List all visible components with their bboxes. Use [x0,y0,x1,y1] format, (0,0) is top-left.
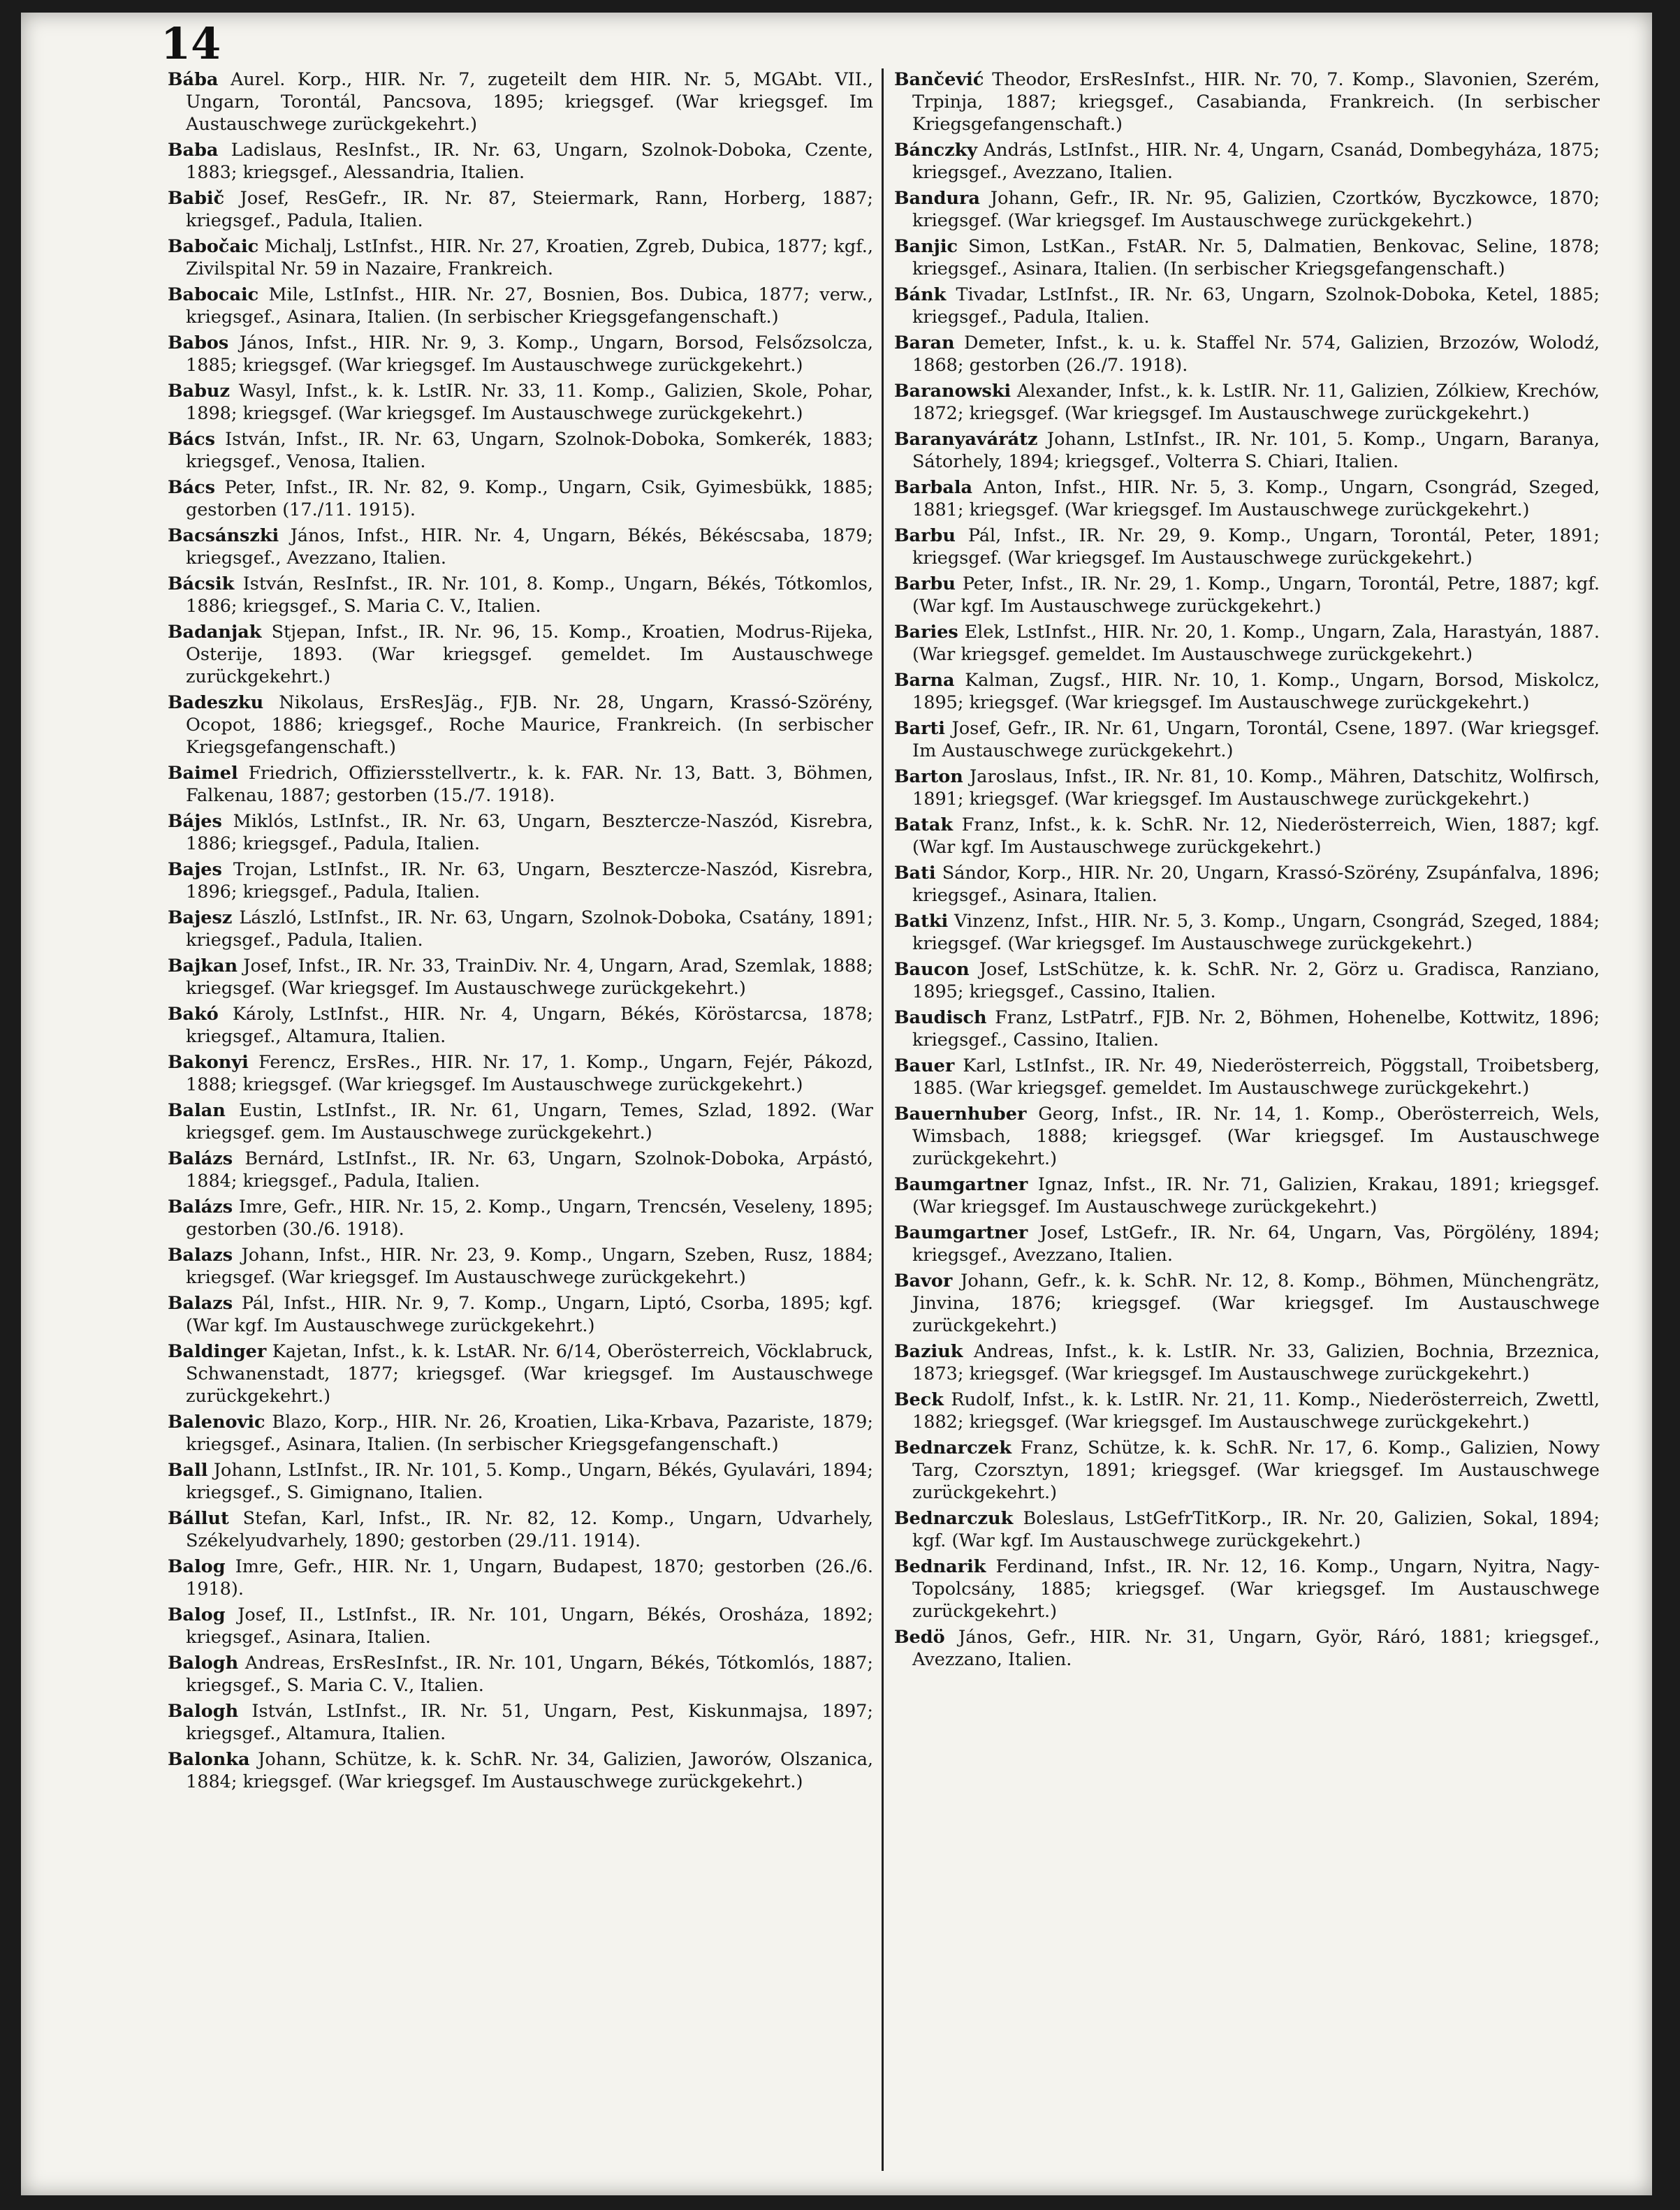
entry-details: Rudolf, Infst., k. k. LstIR. Nr. 21, 11. Komp., Niederösterreich, Zwettl, 1882; kriegsgef. (War kriegsgef. Im Austauschwege zurückgekehrt.) [912,1389,1600,1433]
entry-surname: Baumgartner [894,1222,1028,1243]
list-entry [168,1244,873,1289]
entry-surname: Barbu [894,525,956,546]
list-entry [894,1055,1600,1099]
entry-surname: Batak [894,814,954,835]
entry-surname: Bauernhuber [894,1104,1027,1125]
entry-details: János, Infst., HIR. Nr. 9, 3. Komp., Ungarn, Borsod, Felsőzsolcza, 1885; kriegsgef. (War kriegsgef. Im Austauschwege zurückgekehrt.) [186,332,874,376]
list-entry [168,1411,873,1456]
entry-surname: Balonka [168,1749,250,1770]
column-divider [882,68,884,2171]
entry-surname: Baranowski [894,381,1011,402]
list-entry [168,1700,873,1745]
list-entry [168,621,873,688]
list-entry [168,1556,873,1600]
entry-details: Anton, Infst., HIR. Nr. 5, 3. Komp., Ungarn, Csongrád, Szeged, 1881; kriegsgef. (War kriegsgef. Im Austauschwege zurückgekehrt.) [912,477,1600,520]
list-entry [168,1148,873,1192]
entry-surname: Balogh [168,1653,239,1674]
list-entry [894,910,1600,955]
entry-surname: Bauer [894,1055,955,1076]
entry-details: Josef, LstGefr., IR. Nr. 64, Ungarn, Vas, Pörgölény, 1894; kriegsgef., Avezzano, Italien. [912,1222,1600,1266]
list-entry [894,1507,1600,1552]
list-entry [168,1196,873,1241]
entry-details: Trojan, LstInfst., IR. Nr. 63, Ungarn, Besztercze-Naszód, Kisrebra, 1896; kriegsgef., Padula, Italien. [186,859,874,902]
entry-surname: Barbu [894,573,956,594]
list-entry [894,332,1600,376]
entry-surname: Bába [168,69,219,90]
list-entry [894,1556,1600,1623]
list-entry [894,958,1600,1003]
entry-details: Tivadar, LstInfst., IR. Nr. 63, Ungarn, Szolnok-Doboka, Ketel, 1885; kriegsgef., Padula, Italien. [912,284,1600,328]
list-entry [168,1292,873,1337]
entry-details: Kalman, Zugsf., HIR. Nr. 10, 1. Komp., Ungarn, Borsod, Miskolcz, 1895; kriegsgef. (War kriegsgef. Im Austauschwege zurückgekehrt.) [912,670,1600,713]
entry-details: István, LstInfst., IR. Nr. 51, Ungarn, Pest, Kiskunmajsa, 1897; kriegsgef., Altamura, Italien. [186,1701,873,1744]
list-entry [168,380,873,425]
list-entry [168,284,873,328]
entry-details: Friedrich, Offiziersstellvertr., k. k. FAR. Nr. 13, Batt. 3, Böhmen, Falkenau, 1887; gestorben (15./7. 1918). [186,763,873,806]
entry-surname: Badeszku [168,692,264,713]
list-entry [894,1270,1600,1337]
entry-details: Demeter, Infst., k. u. k. Staffel Nr. 574, Galizien, Brzozów, Wolodź, 1868; gestorben (26./7. 1918). [912,332,1600,376]
list-entry [894,476,1600,521]
list-entry [894,1222,1600,1266]
list-entry [168,1652,873,1697]
entry-details: János, Gefr., HIR. Nr. 31, Ungarn, Györ, Ráró, 1881; kriegsgef., Avezzano, Italien. [912,1627,1600,1670]
entry-surname: Balog [168,1604,226,1625]
document-page [21,13,1652,2195]
entry-surname: Baudisch [894,1007,987,1028]
list-entry [168,858,873,903]
entry-details: Alexander, Infst., k. k. LstIR. Nr. 11, Galizien, Zólkiew, Krechów, 1872; kriegsgef. (War kriegsgef. Im Austauschwege zurückgekehrt.) [912,381,1600,424]
entry-surname: Beck [894,1389,944,1410]
entry-surname: Bájes [168,811,222,832]
entry-details: Josef, II., LstInfst., IR. Nr. 101, Ungarn, Békés, Orosháza, 1892; kriegsgef., Asinara, Italien. [186,1604,873,1648]
entry-surname: Baranyavárátz [894,429,1038,450]
list-entry [168,1099,873,1144]
list-entry [894,1626,1600,1671]
list-entry [894,669,1600,714]
entry-details: Johann, Schütze, k. k. SchR. Nr. 34, Galizien, Jaworów, Olszanica, 1884; kriegsgef. (War kriegsgef. Im Austauschwege zurückgekehrt.) [186,1749,873,1792]
entry-details: Pál, Infst., IR. Nr. 29, 9. Komp., Ungarn, Torontál, Peter, 1891; kriegsgef. (War kriegsgef. Im Austauschwege zurückgekehrt.) [912,525,1600,569]
list-entry [894,284,1600,328]
entry-surname: Baba [168,140,219,161]
list-entry [168,235,873,280]
entry-surname: Bánczky [894,140,978,161]
entry-surname: Bakonyi [168,1052,249,1073]
entry-surname: Barbala [894,477,973,498]
list-entry [894,814,1600,858]
entry-surname: Barna [894,670,955,691]
entry-surname: Baldinger [168,1341,267,1362]
list-entry [894,68,1600,136]
list-entry [168,810,873,855]
entry-surname: Bács [168,429,215,450]
list-entry [894,1340,1600,1385]
list-entry [168,187,873,232]
list-entry [894,380,1600,425]
entry-surname: Bánk [894,284,947,305]
entry-details: Károly, LstInfst., HIR. Nr. 4, Ungarn, Békés, Köröstarcsa, 1878; kriegsgef., Altamura, Italien. [186,1004,873,1047]
entry-surname: Balázs [168,1148,233,1169]
entry-details: István, Infst., IR. Nr. 63, Ungarn, Szolnok-Doboka, Somkerék, 1883; kriegsgef., Venosa, Italien. [186,429,873,472]
list-entry [894,717,1600,762]
entry-details: Sándor, Korp., HIR. Nr. 20, Ungarn, Krassó-Szörény, Zsupánfalva, 1896; kriegsgef., Asinara, Italien. [912,863,1600,906]
list-entry [168,1459,873,1504]
list-entry [894,573,1600,617]
entry-surname: Balan [168,1100,226,1121]
list-entry [894,621,1600,666]
entry-details: Elek, LstInfst., HIR. Nr. 20, 1. Komp., Ungarn, Zala, Harastyán, 1887. (War kriegsgef. gemeldet. Im Austauschwege zurückgekehrt.) [912,622,1600,665]
entry-surname: Baimel [168,763,238,784]
list-entry [168,955,873,1000]
list-entry [168,1748,873,1793]
entry-surname: Baumgartner [894,1174,1028,1195]
list-entry [894,1437,1600,1504]
entry-surname: Babič [168,188,225,209]
list-entry [168,139,873,184]
left-column [168,68,873,1796]
list-entry [894,235,1600,280]
entry-surname: Bállut [168,1508,229,1529]
entry-surname: Balazs [168,1245,233,1266]
list-entry [168,476,873,521]
entry-details: Boleslaus, LstGefrTitKorp., IR. Nr. 20, Galizien, Sokal, 1894; kgf. (War kgf. Im Austauschwege zurückgekehrt.) [912,1508,1600,1551]
entry-details: Johann, LstInfst., IR. Nr. 101, 5. Komp., Ungarn, Baranya, Sátorhely, 1894; kriegsgef., Volterra S. Chiari, Italien. [912,429,1600,472]
entry-surname: Baries [894,622,958,643]
entry-surname: Bednarczek [894,1437,1012,1458]
list-entry [168,68,873,136]
entry-surname: Bakó [168,1004,219,1025]
entry-surname: Bednarik [894,1556,986,1577]
list-entry [894,187,1600,232]
entry-details: Stefan, Karl, Infst., IR. Nr. 82, 12. Komp., Ungarn, Udvarhely, Székelyudvarhely, 1890; gestorben (29./11. 1914). [186,1508,874,1551]
entry-details: Miklós, LstInfst., IR. Nr. 63, Ungarn, Besztercze-Naszód, Kisrebra, 1886; kriegsgef., Padula, Italien. [186,811,873,854]
list-entry [168,762,873,807]
list-entry [894,766,1600,810]
right-column [894,68,1600,1674]
list-entry [168,332,873,376]
entry-details: Stjepan, Infst., IR. Nr. 96, 15. Komp., Kroatien, Modrus-Rijeka, Osterije, 1893. (War kriegsgef. gemeldet. Im Austauschwege zurückgekehrt.) [186,622,873,687]
list-entry [168,1051,873,1096]
entry-surname: Babuz [168,381,230,402]
entry-details: Kajetan, Infst., k. k. LstAR. Nr. 6/14, Oberösterreich, Vöcklabruck, Schwanenstadt, 1877; kriegsgef. (War kriegsgef. Im Austauschwege zurückgekehrt.) [186,1341,873,1407]
entry-surname: Baran [894,332,955,353]
entry-details: Imre, Gefr., HIR. Nr. 15, 2. Komp., Ungarn, Trencsén, Veseleny, 1895; gestorben (30./6. 1918). [186,1197,873,1240]
entry-details: Johann, LstInfst., IR. Nr. 101, 5. Komp., Ungarn, Békés, Gyulavári, 1894; kriegsgef., S. Gimignano, Italien. [186,1460,873,1503]
entry-surname: Bedö [894,1627,945,1648]
entry-surname: Barton [894,766,963,787]
list-entry [168,1340,873,1407]
entry-details: Georg, Infst., IR. Nr. 14, 1. Komp., Oberösterreich, Wels, Wimsbach, 1888; kriegsgef. (War kriegsgef. Im Austauschwege zurückgekehrt.) [912,1104,1600,1169]
list-entry [894,862,1600,907]
entry-surname: Bati [894,863,936,884]
entry-details: Karl, LstInfst., IR. Nr. 49, Niederösterreich, Pöggstall, Troibetsberg, 1885. (War kriegsgef. gemeldet. Im Austauschwege zurückgekehrt.) [912,1055,1600,1099]
list-entry [894,1007,1600,1051]
entry-surname: Batki [894,911,949,932]
entry-details: Peter, Infst., IR. Nr. 29, 1. Komp., Ungarn, Torontál, Petre, 1887; kgf. (War kgf. Im Austauschwege zurückgekehrt.) [912,573,1600,617]
entry-details: Peter, Infst., IR. Nr. 82, 9. Komp., Ungarn, Csik, Gyimesbükk, 1885; gestorben (17./11. 1915). [186,477,873,520]
entry-details: András, LstInfst., HIR. Nr. 4, Ungarn, Csanád, Dombegyháza, 1875; kriegsgef., Avezzano, Italien. [912,140,1600,183]
entry-details: Wasyl, Infst., k. k. LstIR. Nr. 33, 11. Komp., Galizien, Skole, Pohar, 1898; kriegsgef. (War kriegsgef. Im Austauschwege zurückgekehrt.) [186,381,874,424]
entry-surname: Bacsánszki [168,525,279,546]
entry-surname: Balázs [168,1197,233,1217]
entry-details: Franz, Schütze, k. k. SchR. Nr. 17, 6. Komp., Galizien, Nowy Targ, Czorsztyn, 1891; kriegsgef. (War kriegsgef. Im Austauschwege zurückgekehrt.) [912,1437,1600,1503]
entry-details: Pál, Infst., HIR. Nr. 9, 7. Komp., Ungarn, Liptó, Csorba, 1895; kgf. (War kgf. Im Austauschwege zurückgekehrt.) [186,1293,874,1336]
entry-surname: Barti [894,718,945,739]
entry-surname: Ball [168,1460,208,1481]
entry-details: Eustin, LstInfst., IR. Nr. 61, Ungarn, Temes, Szlad, 1892. (War kriegsgef. gem. Im Austauschwege zurückgekehrt.) [186,1100,874,1143]
list-entry [168,691,873,759]
entry-details: Simon, LstKan., FstAR. Nr. 5, Dalmatien, Benkovac, Seline, 1878; kriegsgef., Asinara, Italien. (In serbischer Kriegsgefangenschaft.) [912,236,1600,279]
entry-surname: Babos [168,332,229,353]
entry-details: Johann, Infst., HIR. Nr. 23, 9. Komp., Ungarn, Szeben, Rusz, 1884; kriegsgef. (War kriegsgef. Im Austauschwege zurückgekehrt.) [186,1245,874,1288]
entry-surname: Bács [168,477,215,498]
list-entry [894,1389,1600,1433]
entry-details: Franz, Infst., k. k. SchR. Nr. 12, Niederösterreich, Wien, 1887; kgf. (War kgf. Im Austauschwege zurückgekehrt.) [912,814,1600,858]
entry-details: Ignaz, Infst., IR. Nr. 71, Galizien, Krakau, 1891; kriegsgef. (War kriegsgef. Im Austauschwege zurückgekehrt.) [912,1174,1600,1217]
list-entry [894,428,1600,473]
entry-surname: Bavor [894,1271,953,1291]
entry-surname: Balenovic [168,1412,265,1433]
list-entry [894,139,1600,184]
entry-details: Ferdinand, Infst., IR. Nr. 12, 16. Komp., Ungarn, Nyitra, Nagy-Topolcsány, 1885; kriegsgef. (War kriegsgef. Im Austauschwege zurückgekehrt.) [912,1556,1600,1622]
entry-details: Josef, LstSchütze, k. k. SchR. Nr. 2, Görz u. Gradisca, Ranziano, 1895; kriegsgef., Cassino, Italien. [912,959,1600,1002]
entry-surname: Bácsik [168,573,235,594]
entry-details: Imre, Gefr., HIR. Nr. 1, Ungarn, Budapest, 1870; gestorben (26./6. 1918). [186,1556,873,1600]
list-entry [168,907,873,951]
entry-surname: Bajes [168,859,222,880]
list-entry [894,525,1600,569]
list-entry [894,1103,1600,1170]
entry-surname: Bajesz [168,907,233,928]
entry-details: Josef, Gefr., IR. Nr. 61, Ungarn, Torontál, Csene, 1897. (War kriegsgef. Im Austauschwege zurückgekehrt.) [912,718,1600,761]
entry-details: István, ResInfst., IR. Nr. 101, 8. Komp., Ungarn, Békés, Tótkomlos, 1886; kriegsgef., S. Maria C. V., Italien. [186,573,873,617]
entry-details: János, Infst., HIR. Nr. 4, Ungarn, Békés, Békéscsaba, 1879; kriegsgef., Avezzano, Italien. [186,525,874,569]
entry-details: Ferencz, ErsRes., HIR. Nr. 17, 1. Komp., Ungarn, Fejér, Pákozd, 1888; kriegsgef. (War kriegsgef. Im Austauschwege zurückgekehrt.) [186,1052,874,1095]
entry-surname: Bančević [894,69,984,90]
entry-surname: Babocaic [168,284,259,305]
entry-surname: Balog [168,1556,226,1577]
list-entry [168,1604,873,1648]
entry-details: Aurel. Korp., HIR. Nr. 7, zugeteilt dem HIR. Nr. 5, MGAbt. VII., Ungarn, Torontál, Pancsova, 1895; kriegsgef. (War kriegsgef. Im Austauschwege zurückgekehrt.) [186,69,873,135]
entry-details: Jaroslaus, Infst., IR. Nr. 81, 10. Komp., Mähren, Datschitz, Wolfirsch, 1891; kriegsgef. (War kriegsgef. Im Austauschwege zurückgekehrt.) [912,766,1600,810]
entry-details: Vinzenz, Infst., HIR. Nr. 5, 3. Komp., Ungarn, Csongrád, Szeged, 1884; kriegsgef. (War kriegsgef. Im Austauschwege zurückgekehrt.) [912,911,1600,954]
entry-details: Michalj, LstInfst., HIR. Nr. 27, Kroatien, Zgreb, Dubica, 1877; kgf., Zivilspital Nr. 59 in Nazaire, Frankreich. [186,236,873,279]
entry-details: Bernárd, LstInfst., IR. Nr. 63, Ungarn, Szolnok-Doboka, Arpástó, 1884; kriegsgef., Padula, Italien. [186,1148,873,1192]
entry-details: Nikolaus, ErsResJäg., FJB. Nr. 28, Ungarn, Krassó-Szörény, Ocopot, 1886; kriegsgef., Roche Maurice, Frankreich. (In serbischer Kriegsgefangenschaft.) [186,692,873,758]
entry-surname: Bajkan [168,956,238,976]
entry-details: Johann, Gefr., k. k. SchR. Nr. 12, 8. Komp., Böhmen, Münchengrätz, Jinvina, 1876; kriegsgef. (War kriegsgef. Im Austauschwege zurückgekehrt.) [912,1271,1600,1336]
entry-details: Josef, ResGefr., IR. Nr. 87, Steiermark, Rann, Horberg, 1887; kriegsgef., Padula, Italien. [186,188,873,231]
entry-surname: Badanjak [168,622,262,643]
list-entry [168,525,873,569]
list-entry [894,1173,1600,1218]
entry-details: Ladislaus, ResInfst., IR. Nr. 63, Ungarn, Szolnok-Doboka, Czente, 1883; kriegsgef., Alessandria, Italien. [186,140,873,183]
entry-surname: Baucon [894,959,970,980]
entry-surname: Bednarczuk [894,1508,1014,1529]
list-entry [168,1003,873,1048]
entry-surname: Baziuk [894,1341,963,1362]
entry-details: Theodor, ErsResInfst., HIR. Nr. 70, 7. Komp., Slavonien, Szerém, Trpinja, 1887; kriegsgef., Casabianda, Frankreich. (In serbischer Kriegsgefangenschaft.) [912,69,1600,135]
list-entry [168,1507,873,1552]
entry-details: Blazo, Korp., HIR. Nr. 26, Kroatien, Lika-Krbava, Pazariste, 1879; kriegsgef., Asinara, Italien. (In serbischer Kriegsgefangenschaft.) [186,1412,873,1455]
entry-details: Josef, Infst., IR. Nr. 33, TrainDiv. Nr. 4, Ungarn, Arad, Szemlak, 1888; kriegsgef. (War kriegsgef. Im Austauschwege zurückgekehrt.) [186,956,873,999]
entry-details: Johann, Gefr., IR. Nr. 95, Galizien, Czortków, Byczkowce, 1870; kriegsgef. (War kriegsgef. Im Austauschwege zurückgekehrt.) [912,188,1600,231]
entry-surname: Babočaic [168,236,259,257]
entry-surname: Banjic [894,236,958,257]
entry-details: László, LstInfst., IR. Nr. 63, Ungarn, Szolnok-Doboka, Csatány, 1891; kriegsgef., Padula, Italien. [186,907,873,951]
page-number: 14 [161,18,221,69]
entry-details: Franz, LstPatrf., FJB. Nr. 2, Böhmen, Hohenelbe, Kottwitz, 1896; kriegsgef., Cassino, Italien. [912,1007,1600,1051]
entry-details: Andreas, Infst., k. k. LstIR. Nr. 33, Galizien, Bochnia, Brzeznica, 1873; kriegsgef. (War kriegsgef. Im Austauschwege zurückgekehrt.) [912,1341,1600,1384]
entry-surname: Balazs [168,1293,233,1314]
entry-surname: Balogh [168,1701,239,1722]
list-entry [168,573,873,617]
list-entry [168,428,873,473]
entry-details: Mile, LstInfst., HIR. Nr. 27, Bosnien, Bos. Dubica, 1877; verw., kriegsgef., Asinara, Italien. (In serbischer Kriegsgefangenschaft.) [186,284,874,328]
entry-surname: Bandura [894,188,980,209]
entry-details: Andreas, ErsResInfst., IR. Nr. 101, Ungarn, Békés, Tótkomlós, 1887; kriegsgef., S. Maria C. V., Italien. [186,1653,874,1696]
